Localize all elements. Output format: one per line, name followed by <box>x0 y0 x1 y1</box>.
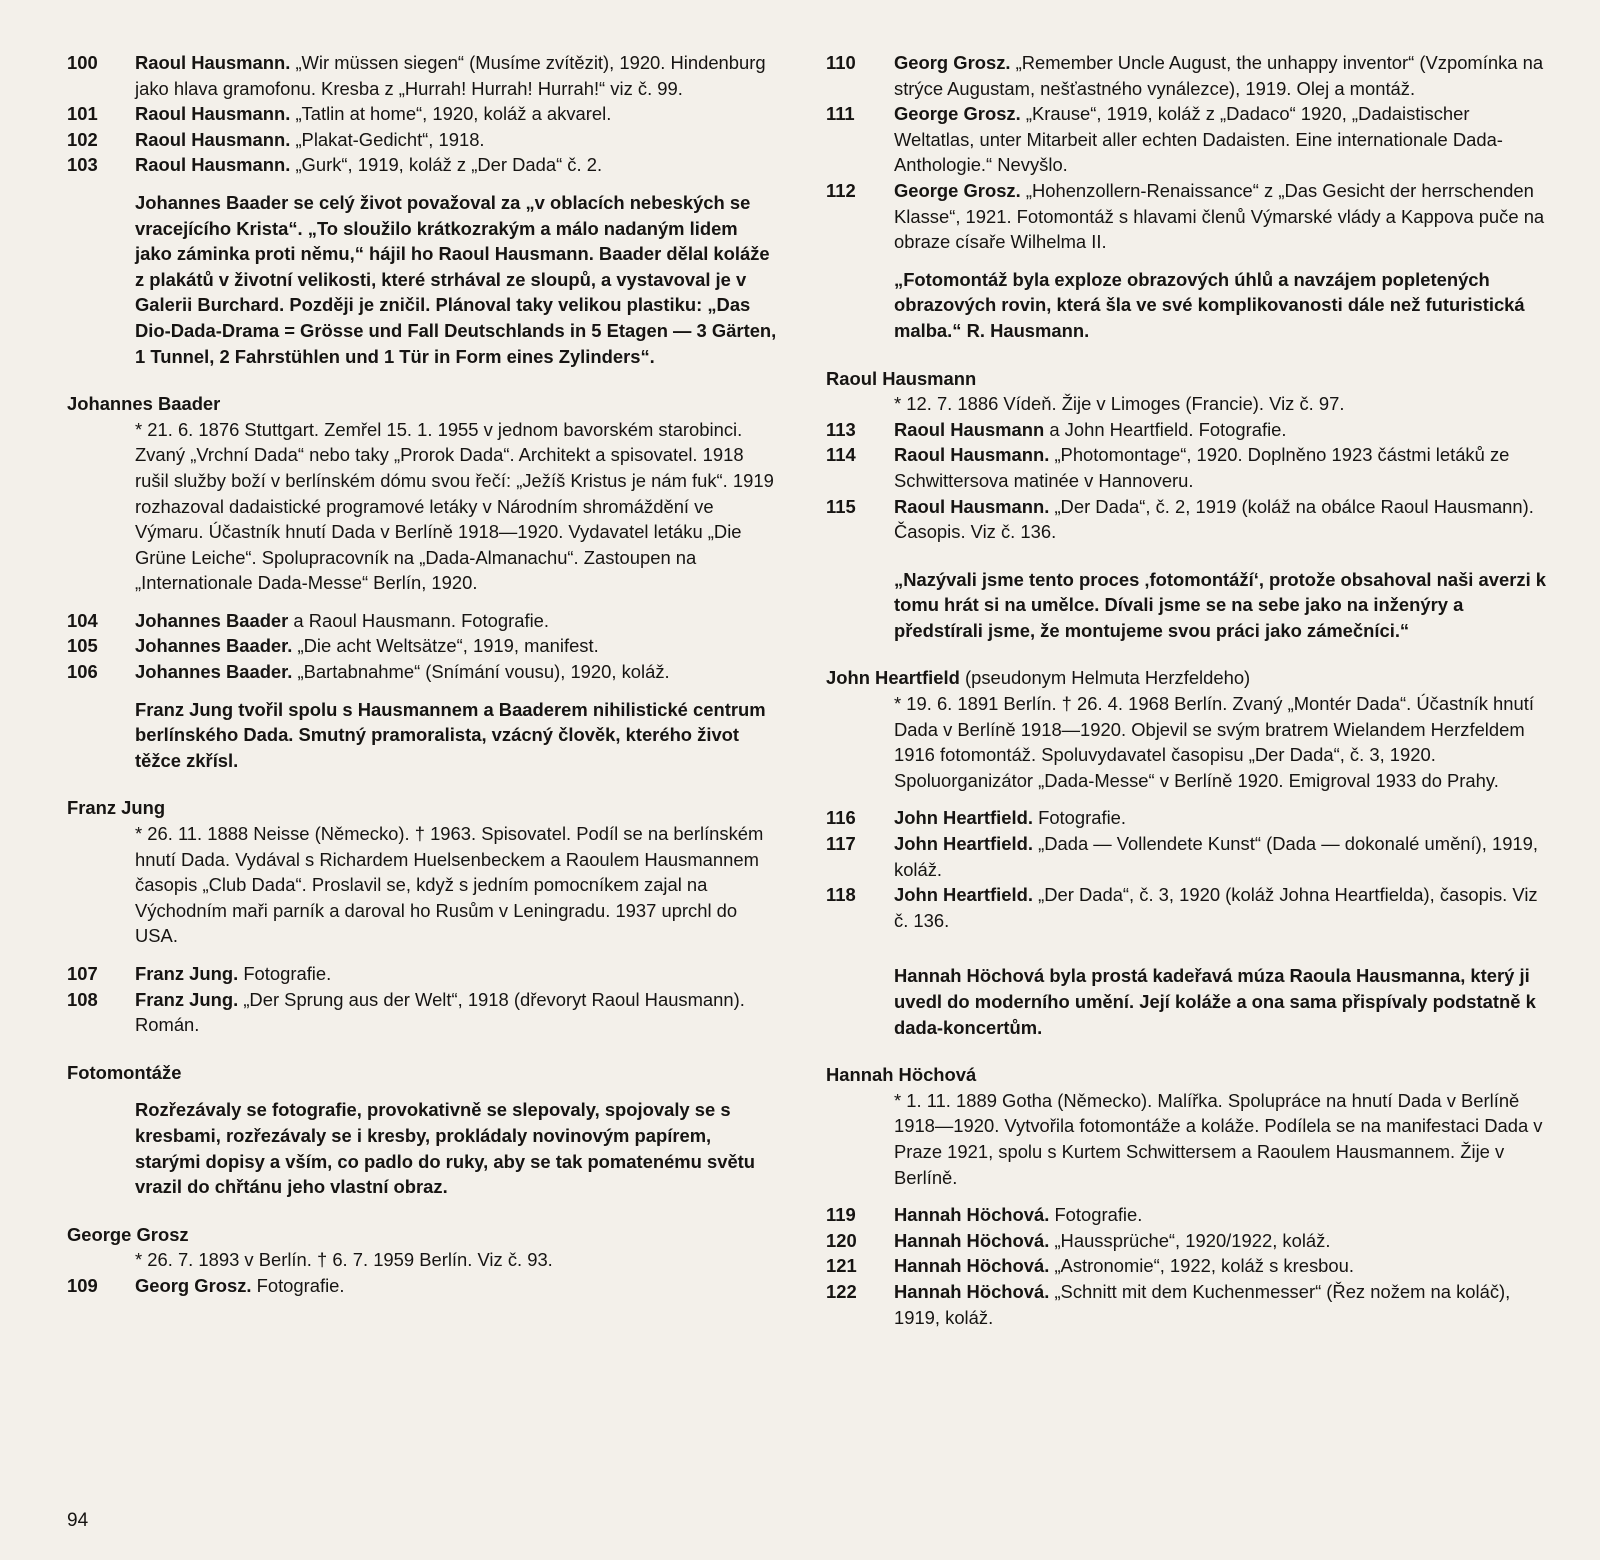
artist-name: George Grosz. <box>894 103 1021 125</box>
entry-text <box>135 659 777 685</box>
artist-name: Johannes Baader <box>135 609 289 631</box>
quote-fotomontaze: Rozřezávaly se fotografie, provokativně se slepovaly, spojovaly se s kresbami, rozřezávaly se i kresby, prokládaly novinovým papírem, starými dopisy a vším, co padlo do ruky, aby se tak pomatenému světu vrazil do chřtánu jeho vlastní obraz. <box>135 1099 756 1198</box>
artist-name: Raoul Hausmann <box>894 418 1045 440</box>
entry-text <box>135 50 777 101</box>
artist-name: John Heartfield. <box>894 833 1033 855</box>
bio-text-baader: * 21. 6. 1876 Stuttgart. Zemřel 15. 1. 1955 v jednom bavorském starobinci. Zvaný „Vrchní Dada“ nebo taky „Prorok Dada“. Architekt a spisovatel. 1918 rušil služby boží v berlínském dómu svou řečí: „Ježíš Kristus je nám fuk“. 1919 rozhazoval dadaistické programové letáky v Národním shromáždění ve Výmaru. Účastník hnutí Dada v Berlíně 1918—1920. Vydavatel letáku „Die Grüne Leiche“. Spolupracovník na „Dada-Almanachu“. Zastoupen na „Internationale Dada-Messe“ Berlín, 1920. <box>135 418 774 594</box>
entry-description: „Schnitt mit dem Kuchenmesser“ (Řez nožem na koláč), 1919, koláž. <box>894 1280 1511 1328</box>
quote-fotomontaz-proces: „Nazývali jsme tento proces ‚fotomontáží‘, protože obsahoval naši averzi k tomu hrát si na umělce. Dívali jsme se na sebe jako na inženýry a předstírali jsme, že montujeme svou práci jako zámečníci.“ <box>894 568 1547 641</box>
entry-description: „Der Sprung aus der Welt“, 1918 (dřevoryt Raoul Hausmann). Román. <box>135 988 745 1036</box>
entry-text <box>135 152 777 178</box>
entry-text <box>135 961 777 987</box>
entry-text <box>135 1273 777 1299</box>
entry-number: 121 <box>826 1255 857 1277</box>
entry-number: 111 <box>826 103 855 125</box>
artist-name: Raoul Hausmann. <box>894 444 1050 466</box>
artist-name: Johannes Baader. <box>135 635 293 657</box>
entry-number: 100 <box>67 52 98 73</box>
entry-text <box>894 831 1546 882</box>
catalog-entry <box>67 608 777 634</box>
page-number: 94 <box>67 1510 89 1531</box>
catalog-entry <box>67 50 777 101</box>
entry-description: „Bartabnahme“ (Snímání vousu), 1920, koláž. <box>292 661 670 683</box>
artist-name: Franz Jung. <box>135 988 239 1010</box>
entry-text <box>894 101 1546 178</box>
bio-name-heartfield: John Heartfield <box>826 667 960 689</box>
catalog-entry <box>826 178 1546 255</box>
entry-number: 107 <box>67 963 98 984</box>
entry-number: 122 <box>826 1280 857 1302</box>
entry-description: Fotografie. <box>1049 1204 1143 1226</box>
entry-number: 109 <box>67 1274 98 1296</box>
entry-description: „Haussprüche“, 1920/1922, koláž. <box>1049 1229 1331 1251</box>
entry-number: 115 <box>826 495 856 517</box>
entry-description: „Plakat-Gedicht“, 1918. <box>290 128 485 150</box>
entry-description: Fotografie. <box>238 963 332 984</box>
entry-description: Fotografie. <box>1032 807 1127 829</box>
entry-number: 103 <box>67 154 98 176</box>
entry-text <box>894 1202 1546 1228</box>
bio-heading-jung: Franz Jung <box>67 797 166 819</box>
bio-text-grosz: * 26. 7. 1893 v Berlín. † 6. 7. 1959 Berlín. Viz č. 93. <box>135 1249 553 1271</box>
catalog-entry <box>67 1273 777 1299</box>
catalog-entry <box>67 101 777 127</box>
artist-name: Raoul Hausmann. <box>135 154 291 176</box>
right-column <box>826 50 1546 1330</box>
entry-text <box>894 417 1546 443</box>
entry-description: „Wir müssen siegen“ (Musíme zvítězit), 1920. Hindenburg jako hlava gramofonu. Kresba z „Hurrah! Hurrah! Hurrah!“ viz č. 99. <box>135 52 766 99</box>
entry-number: 117 <box>826 833 856 855</box>
entry-text <box>894 178 1546 255</box>
entry-number: 106 <box>67 661 98 683</box>
artist-name: George Grosz. <box>894 179 1021 201</box>
catalog-entry <box>67 127 777 153</box>
artist-name: Raoul Hausmann. <box>135 103 291 125</box>
catalog-entry <box>67 659 777 685</box>
bio-heading-grosz: George Grosz <box>67 1223 189 1245</box>
entry-number: 116 <box>826 807 856 829</box>
catalog-entry <box>826 1279 1546 1330</box>
entry-description: Fotografie. <box>251 1274 345 1296</box>
artist-name: Georg Grosz. <box>135 1274 252 1296</box>
entry-description: „Photomontage“, 1920. Doplněno 1923 částmi letáků ze Schwittersova matinée v Hannoveru. <box>894 444 1510 491</box>
quote-hochova: Hannah Höchová byla prostá kadeřavá múza Raoula Hausmanna, který ji uvedl do moderního umění. Její koláže a ona sama přispívaly podstatně k dada-koncertům. <box>894 965 1536 1038</box>
entry-text <box>894 882 1546 933</box>
catalog-entry <box>826 101 1546 178</box>
catalog-entry <box>826 1228 1546 1254</box>
entry-description: „Krause“, 1919, koláž z „Dadaco“ 1920, „Dadaistischer Weltatlas, unter Mitarbeit aller echten Dadaisten. Eine internationale Dada-Anthologie.“ Nevyšlo. <box>894 103 1503 176</box>
entry-text <box>135 608 777 634</box>
catalog-entry <box>826 882 1546 933</box>
artist-name: Hannah Höchová. <box>894 1255 1050 1277</box>
catalog-entry <box>67 987 777 1038</box>
entry-description: a Raoul Hausmann. Fotografie. <box>288 609 549 631</box>
entry-number: 110 <box>826 52 856 73</box>
artist-name: John Heartfield. <box>894 807 1033 829</box>
artist-name: Hannah Höchová. <box>894 1204 1050 1226</box>
artist-name: Franz Jung. <box>135 963 239 984</box>
entry-text <box>894 494 1546 545</box>
section-heading-fotomontaze: Fotomontáže <box>67 1061 182 1083</box>
entry-number: 104 <box>67 609 98 631</box>
entry-number: 119 <box>826 1204 856 1226</box>
bio-text-heartfield: * 19. 6. 1891 Berlín. † 26. 4. 1968 Berlín. Zvaný „Montér Dada“. Účastník hnutí Dada v Berlíně 1918—1920. Objevil se svým bratrem Wielandem Herzfeldem 1916 fotomontáž. Spoluvydavatel časopisu „Der Dada“, č. 3, 1920. Spoluorganizátor „Dada-Messe“ v Berlíně 1920. Emigroval 1933 do Prahy. <box>894 693 1534 791</box>
catalog-entry <box>826 494 1546 545</box>
artist-name: Hannah Höchová. <box>894 1229 1050 1251</box>
catalog-entry <box>826 1253 1546 1279</box>
entry-text <box>135 101 777 127</box>
catalog-entry <box>67 152 777 178</box>
entry-text <box>894 1228 1546 1254</box>
bio-text-hausmann: * 12. 7. 1886 Vídeň. Žije v Limoges (Francie). Viz č. 97. <box>894 393 1345 415</box>
entry-description: „Hohenzollern-Renaissance“ z „Das Gesicht der herrschenden Klasse“, 1921. Fotomontáž s hlavami členů Výmarské vlády a Kappova puče na obraze císaře Wilhelma II. <box>894 179 1545 253</box>
entry-number: 120 <box>826 1229 857 1251</box>
entry-description: „Der Dada“, č. 2, 1919 (koláž na obálce Raoul Hausmann). Časopis. Viz č. 136. <box>894 495 1534 543</box>
catalog-entry <box>826 831 1546 882</box>
entry-number: 108 <box>67 988 98 1010</box>
entry-description: „Die acht Weltsätze“, 1919, manifest. <box>292 635 599 657</box>
bio-heading-hochova: Hannah Höchová <box>826 1064 977 1086</box>
entry-number: 113 <box>826 418 856 440</box>
entry-text <box>135 987 777 1038</box>
quote-jung: Franz Jung tvořil spolu s Hausmannem a Baaderem nihilistické centrum berlínského Dada. Smutný pramoralista, vzácný člověk, kterého život těžce zkřísl. <box>135 698 766 771</box>
artist-name: Johannes Baader. <box>135 661 293 683</box>
quote-hausmann-fotomontaz: „Fotomontáž byla exploze obrazových úhlů a navzájem popletených obrazových rovin, která šla ve své komplikovanosti dále než futuristická malba.“ R. Hausmann. <box>894 268 1525 341</box>
entry-number: 105 <box>67 635 98 657</box>
quote-baader: Johannes Baader se celý život považoval za „v oblacích nebeských se vracejícího Krista“. „To sloužilo krátkozrakým a málo nadaným lidem jako záminka proti němu,“ hájil ho Raoul Hausmann. Baader dělal koláže z plakátů v životní velikosti, které strhával ze sloupů, a vystavoval je v Galerii Burchard. Později je zničil. Plánoval taky velikou plastiku: „Das Dio-Dada-Drama = Grösse und Fall Deutschlands in 5 Etagen — 3 Gärten, 1 Tunnel, 2 Fahrstühlen und 1 Tür in Form eines Zylinders“. <box>135 191 777 367</box>
entry-text <box>894 50 1546 101</box>
entry-text <box>894 1279 1546 1330</box>
artist-name: John Heartfield. <box>894 884 1033 906</box>
entry-description: „Remember Uncle August, the unhappy inventor“ (Vzpomínka na strýce Augustam, nešťastného vynálezce), 1919. Olej a montáž. <box>894 52 1544 99</box>
catalog-entry <box>67 633 777 659</box>
bio-heading-baader: Johannes Baader <box>67 393 221 415</box>
entry-text <box>894 442 1546 493</box>
entry-description: „Dada — Vollendete Kunst“ (Dada — dokonalé umění), 1919, koláž. <box>894 833 1538 880</box>
catalog-entry <box>826 442 1546 493</box>
entry-description: „Tatlin at home“, 1920, koláž a akvarel. <box>290 103 612 125</box>
entry-text <box>894 805 1546 831</box>
bio-text-hochova: * 1. 11. 1889 Gotha (Německo). Malířka. Spolupráce na hnutí Dada v Berlíně 1918—1920. Vytvořila fotomontáže a koláže. Podílela se na manifestaci Dada v Praze 1921, spolu s Kurtem Schwittersem a Raoulem Hausmannem. Žije v Berlíně. <box>894 1089 1543 1188</box>
catalog-entry <box>826 417 1546 443</box>
entry-number: 114 <box>826 444 856 466</box>
entry-description: „Gurk“, 1919, koláž z „Der Dada“ č. 2. <box>290 154 603 176</box>
entry-number: 112 <box>826 179 856 201</box>
artist-name: Raoul Hausmann. <box>894 495 1050 517</box>
bio-text-jung: * 26. 11. 1888 Neisse (Německo). † 1963. Spisovatel. Podíl se na berlínském hnutí Dada. Vydával s Richardem Huelsenbeckem a Raoulem Hausmannem časopis „Club Dada“. Proslavil se, když s jedním pomocníkem zajal na Východním maři parník a daroval ho Rusům v Leningradu. 1937 uprchl do USA. <box>135 823 764 947</box>
bio-heading-hausmann: Raoul Hausmann <box>826 367 977 389</box>
artist-name: Raoul Hausmann. <box>135 128 291 150</box>
bio-heading-heartfield <box>826 665 1546 691</box>
bio-name-suffix: (pseudonym Helmuta Herzfeldeho) <box>959 667 1251 689</box>
entry-description: „Der Dada“, č. 3, 1920 (koláž Johna Heartfielda), časopis. Viz č. 136. <box>894 884 1538 931</box>
artist-name: Hannah Höchová. <box>894 1280 1050 1302</box>
catalog-entry <box>67 961 777 987</box>
entry-number: 101 <box>67 103 98 125</box>
left-column <box>67 50 777 1299</box>
catalog-entry <box>826 805 1546 831</box>
entry-text <box>894 1253 1546 1279</box>
artist-name: Georg Grosz. <box>894 52 1011 73</box>
entry-description: a John Heartfield. Fotografie. <box>1044 418 1287 440</box>
entry-description: „Astronomie“, 1922, koláž s kresbou. <box>1049 1255 1354 1277</box>
entry-number: 118 <box>826 884 856 906</box>
catalog-entry <box>826 1202 1546 1228</box>
entry-text <box>135 633 777 659</box>
artist-name: Raoul Hausmann. <box>135 52 291 73</box>
catalog-entry <box>826 50 1546 101</box>
entry-number: 102 <box>67 128 98 150</box>
entry-text <box>135 127 777 153</box>
